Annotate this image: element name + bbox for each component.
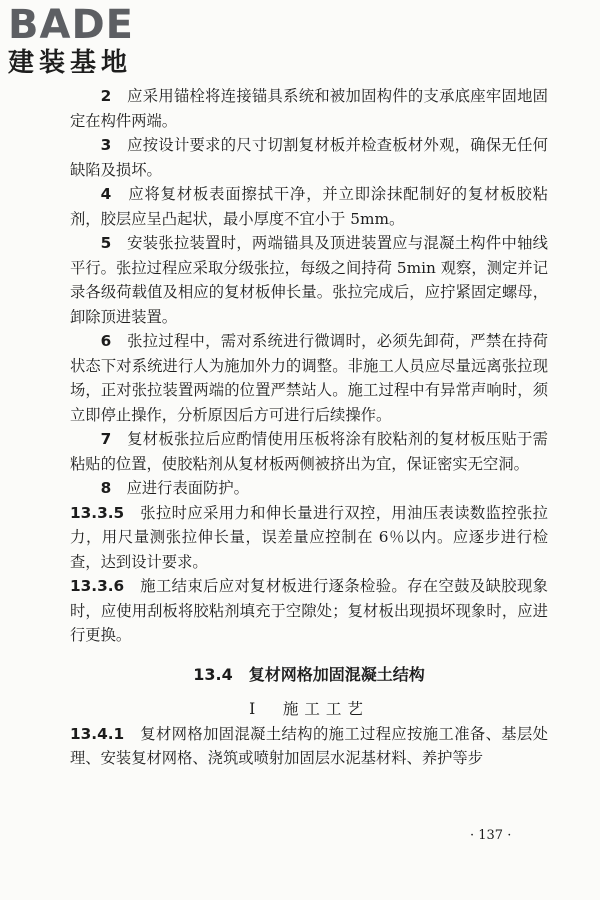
- paragraph-item-2: 2 应采用锚栓将连接锚具系统和被加固构件的支承底座牢固地固定在构件两端。: [70, 87, 548, 130]
- paragraph-item-6: 6 张拉过程中，需对系统进行微调时，必须先卸荷，严禁在持荷状态下对系统进行人为施加外力的调整。非施工人员应尽量远离张拉现场，正对张拉装置两端的位置严禁站人。施工过程中有异常声响时，须立即停止操作，分析原因后方可进行后续操作。: [70, 332, 548, 424]
- paragraph-item-3: 3 应按设计要求的尺寸切割复材板并检查板材外观，确保无任何缺陷及损坏。: [70, 136, 548, 179]
- paragraph-item-5: 5 安装张拉装置时，两端锚具及顶进装置应与混凝土构件中轴线平行。张拉过程应采取分级张拉，每级之间持荷 5min 观察，测定并记录各级荷载值及相应的复材板伸长量。张拉完成后，应拧紧固定螺母，卸除顶进装置。: [70, 234, 548, 326]
- paragraph-item-4: 4 应将复材板表面擦拭干净，并立即涂抹配制好的复材板胶粘剂，胶层应呈凸起状，最小厚度不宜小于 5mm。: [70, 185, 548, 228]
- clause-13-3-5: 13.3.5 张拉时应采用力和伸长量进行双控，用油压表读数监控张拉力，用尺量测张拉伸长量，误差量应控制在 6％以内。应逐步进行检查，达到设计要求。: [70, 503, 548, 571]
- logo: [8, 2, 178, 88]
- clause-13-3-6: 13.3.6 施工结束后应对复材板进行逐条检验。存在空鼓及缺胶现象时，应使用刮板将胶粘剂填充于空隙处；复材板出现损坏现象时，应进行更换。: [70, 577, 548, 644]
- section-title: 13.4 复材网格加固混凝土结构: [193, 664, 425, 684]
- paragraph-item-7: 7 复材板张拉后应酌情使用压板将涂有胶粘剂的复材板压贴于需粘贴的位置，使胶粘剂从复材板两侧被挤出为宜，保证密实无空洞。: [70, 430, 548, 473]
- document-body: [70, 84, 548, 771]
- clause-13-4-1: 13.4.1 复材网格加固混凝土结构的施工过程应按施工准备、基层处理、安装复材网格、浇筑或喷射加固层水泥基材料、养护等步: [70, 724, 548, 767]
- page-number: · 137 ·: [470, 828, 512, 843]
- logo-wordmark: BADE: [8, 2, 134, 48]
- paragraph-item-8: 8 应进行表面防护。: [100, 479, 249, 497]
- logo-subtitle: 建装基地: [8, 48, 133, 78]
- sub-title: Ⅰ 施工工艺: [249, 699, 369, 718]
